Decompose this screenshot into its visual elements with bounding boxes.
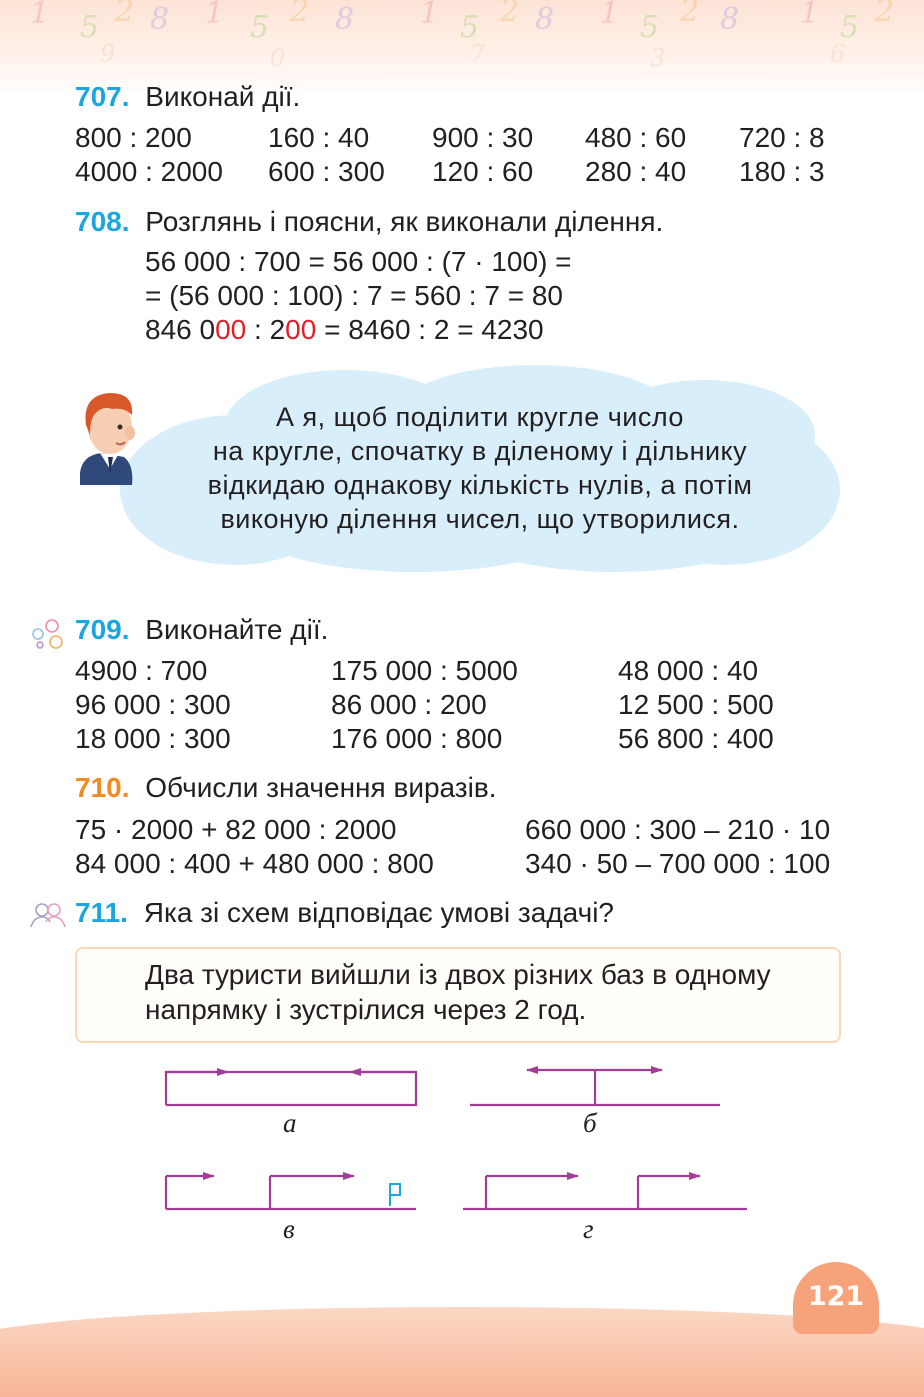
- exercise-number: 708.: [75, 206, 130, 237]
- expression: 280 : 40: [585, 156, 687, 187]
- scheme-b: [470, 1070, 720, 1105]
- header-decoration: 1 5 2 8 1 5 2 8 1 5 2 8 1 5 2 8 1 5 2 9 0 7 3 6: [0, 0, 924, 95]
- exercise-707-heading: [75, 80, 300, 114]
- scheme-label: в: [283, 1214, 295, 1244]
- exercise-title: Яка зі схем відповідає умові задачі?: [143, 897, 615, 928]
- worked-example-line: = (56 000 : 100) : 7 = 560 : 7 = 80: [145, 280, 563, 311]
- expression: 56 800 : 400: [618, 723, 774, 754]
- worked-example-line: 56 000 : 700 = 56 000 : (7 · 100) =: [145, 246, 572, 277]
- speech-line: відкидаю однакову кількість нулів, а потім: [207, 470, 753, 500]
- flag-marker-icon: [390, 1184, 400, 1206]
- boy-illustration: [72, 385, 142, 485]
- scheme-label: г: [583, 1214, 594, 1244]
- footer-decoration: [0, 1307, 924, 1397]
- scheme-g: [463, 1176, 747, 1209]
- worked-example-line: [145, 313, 544, 347]
- text-part: = 8460 : 2 = 4230: [316, 314, 544, 345]
- exercise-number: 711.: [75, 897, 128, 928]
- exercise-number: 710.: [75, 772, 130, 803]
- expression: 800 : 200: [75, 122, 192, 153]
- expression: 175 000 : 5000: [331, 655, 518, 686]
- text-part: 846 0: [145, 314, 216, 345]
- exercise-710-heading: [75, 771, 497, 805]
- exercise-709-heading: [75, 613, 328, 647]
- exercise-title: Виконай дії.: [145, 81, 301, 112]
- speech-line: виконую ділення чисел, що утворилися.: [220, 504, 740, 534]
- expression: 160 : 40: [268, 122, 370, 153]
- task-line: напрямку і зустрілися через 2 год.: [145, 994, 587, 1025]
- exercise-title: Обчисли значення виразів.: [145, 772, 497, 803]
- scheme-label: б: [583, 1108, 597, 1138]
- page-number: 121: [793, 1262, 879, 1334]
- discussion-icon: [28, 900, 68, 930]
- exercise-number: 707.: [75, 81, 130, 112]
- expression: 900 : 30: [432, 122, 534, 153]
- schemes-diagram: [0, 1040, 924, 1240]
- speech-line: на кругле, спочатку в діленому і дільнику: [212, 436, 748, 466]
- task-line: Два туристи вийшли із двох різних баз в одному: [145, 959, 771, 990]
- expression: 86 000 : 200: [331, 689, 487, 720]
- expression: 660 000 : 300 – 210 · 10: [525, 814, 831, 845]
- expression: 18 000 : 300: [75, 723, 231, 754]
- exercise-title: Розглянь і поясни, як виконали ділення.: [145, 206, 664, 237]
- scheme-v: [166, 1176, 416, 1209]
- expression: 340 · 50 – 700 000 : 100: [525, 848, 831, 879]
- expression: 120 : 60: [432, 156, 534, 187]
- task-condition-text: [145, 957, 771, 1027]
- expression: 48 000 : 40: [618, 655, 759, 686]
- expression: 180 : 3: [739, 156, 825, 187]
- expression: 480 : 60: [585, 122, 687, 153]
- exercise-number: 709.: [75, 614, 130, 645]
- pair-work-icon: [30, 618, 66, 650]
- expression: 84 000 : 400 + 480 000 : 800: [75, 848, 434, 879]
- expression: 720 : 8: [739, 122, 825, 153]
- text-part: : 2: [246, 314, 286, 345]
- expression: 4000 : 2000: [75, 156, 223, 187]
- speech-text: [150, 400, 810, 536]
- expression: 4900 : 700: [75, 655, 208, 686]
- speech-line: А я, щоб поділити кругле число: [276, 402, 684, 432]
- scheme-label: а: [283, 1108, 297, 1138]
- expression: 12 500 : 500: [618, 689, 774, 720]
- highlighted-zeros: 00: [215, 314, 247, 345]
- scheme-a: [166, 1072, 416, 1105]
- expression: 96 000 : 300: [75, 689, 231, 720]
- exercise-711-heading: [75, 896, 614, 930]
- exercise-title: Виконайте дії.: [145, 614, 329, 645]
- exercise-708-heading: [75, 205, 663, 239]
- expression: 600 : 300: [268, 156, 385, 187]
- expression: 75 · 2000 + 82 000 : 2000: [75, 814, 397, 845]
- expression: 176 000 : 800: [331, 723, 503, 754]
- highlighted-zeros: 00: [285, 314, 317, 345]
